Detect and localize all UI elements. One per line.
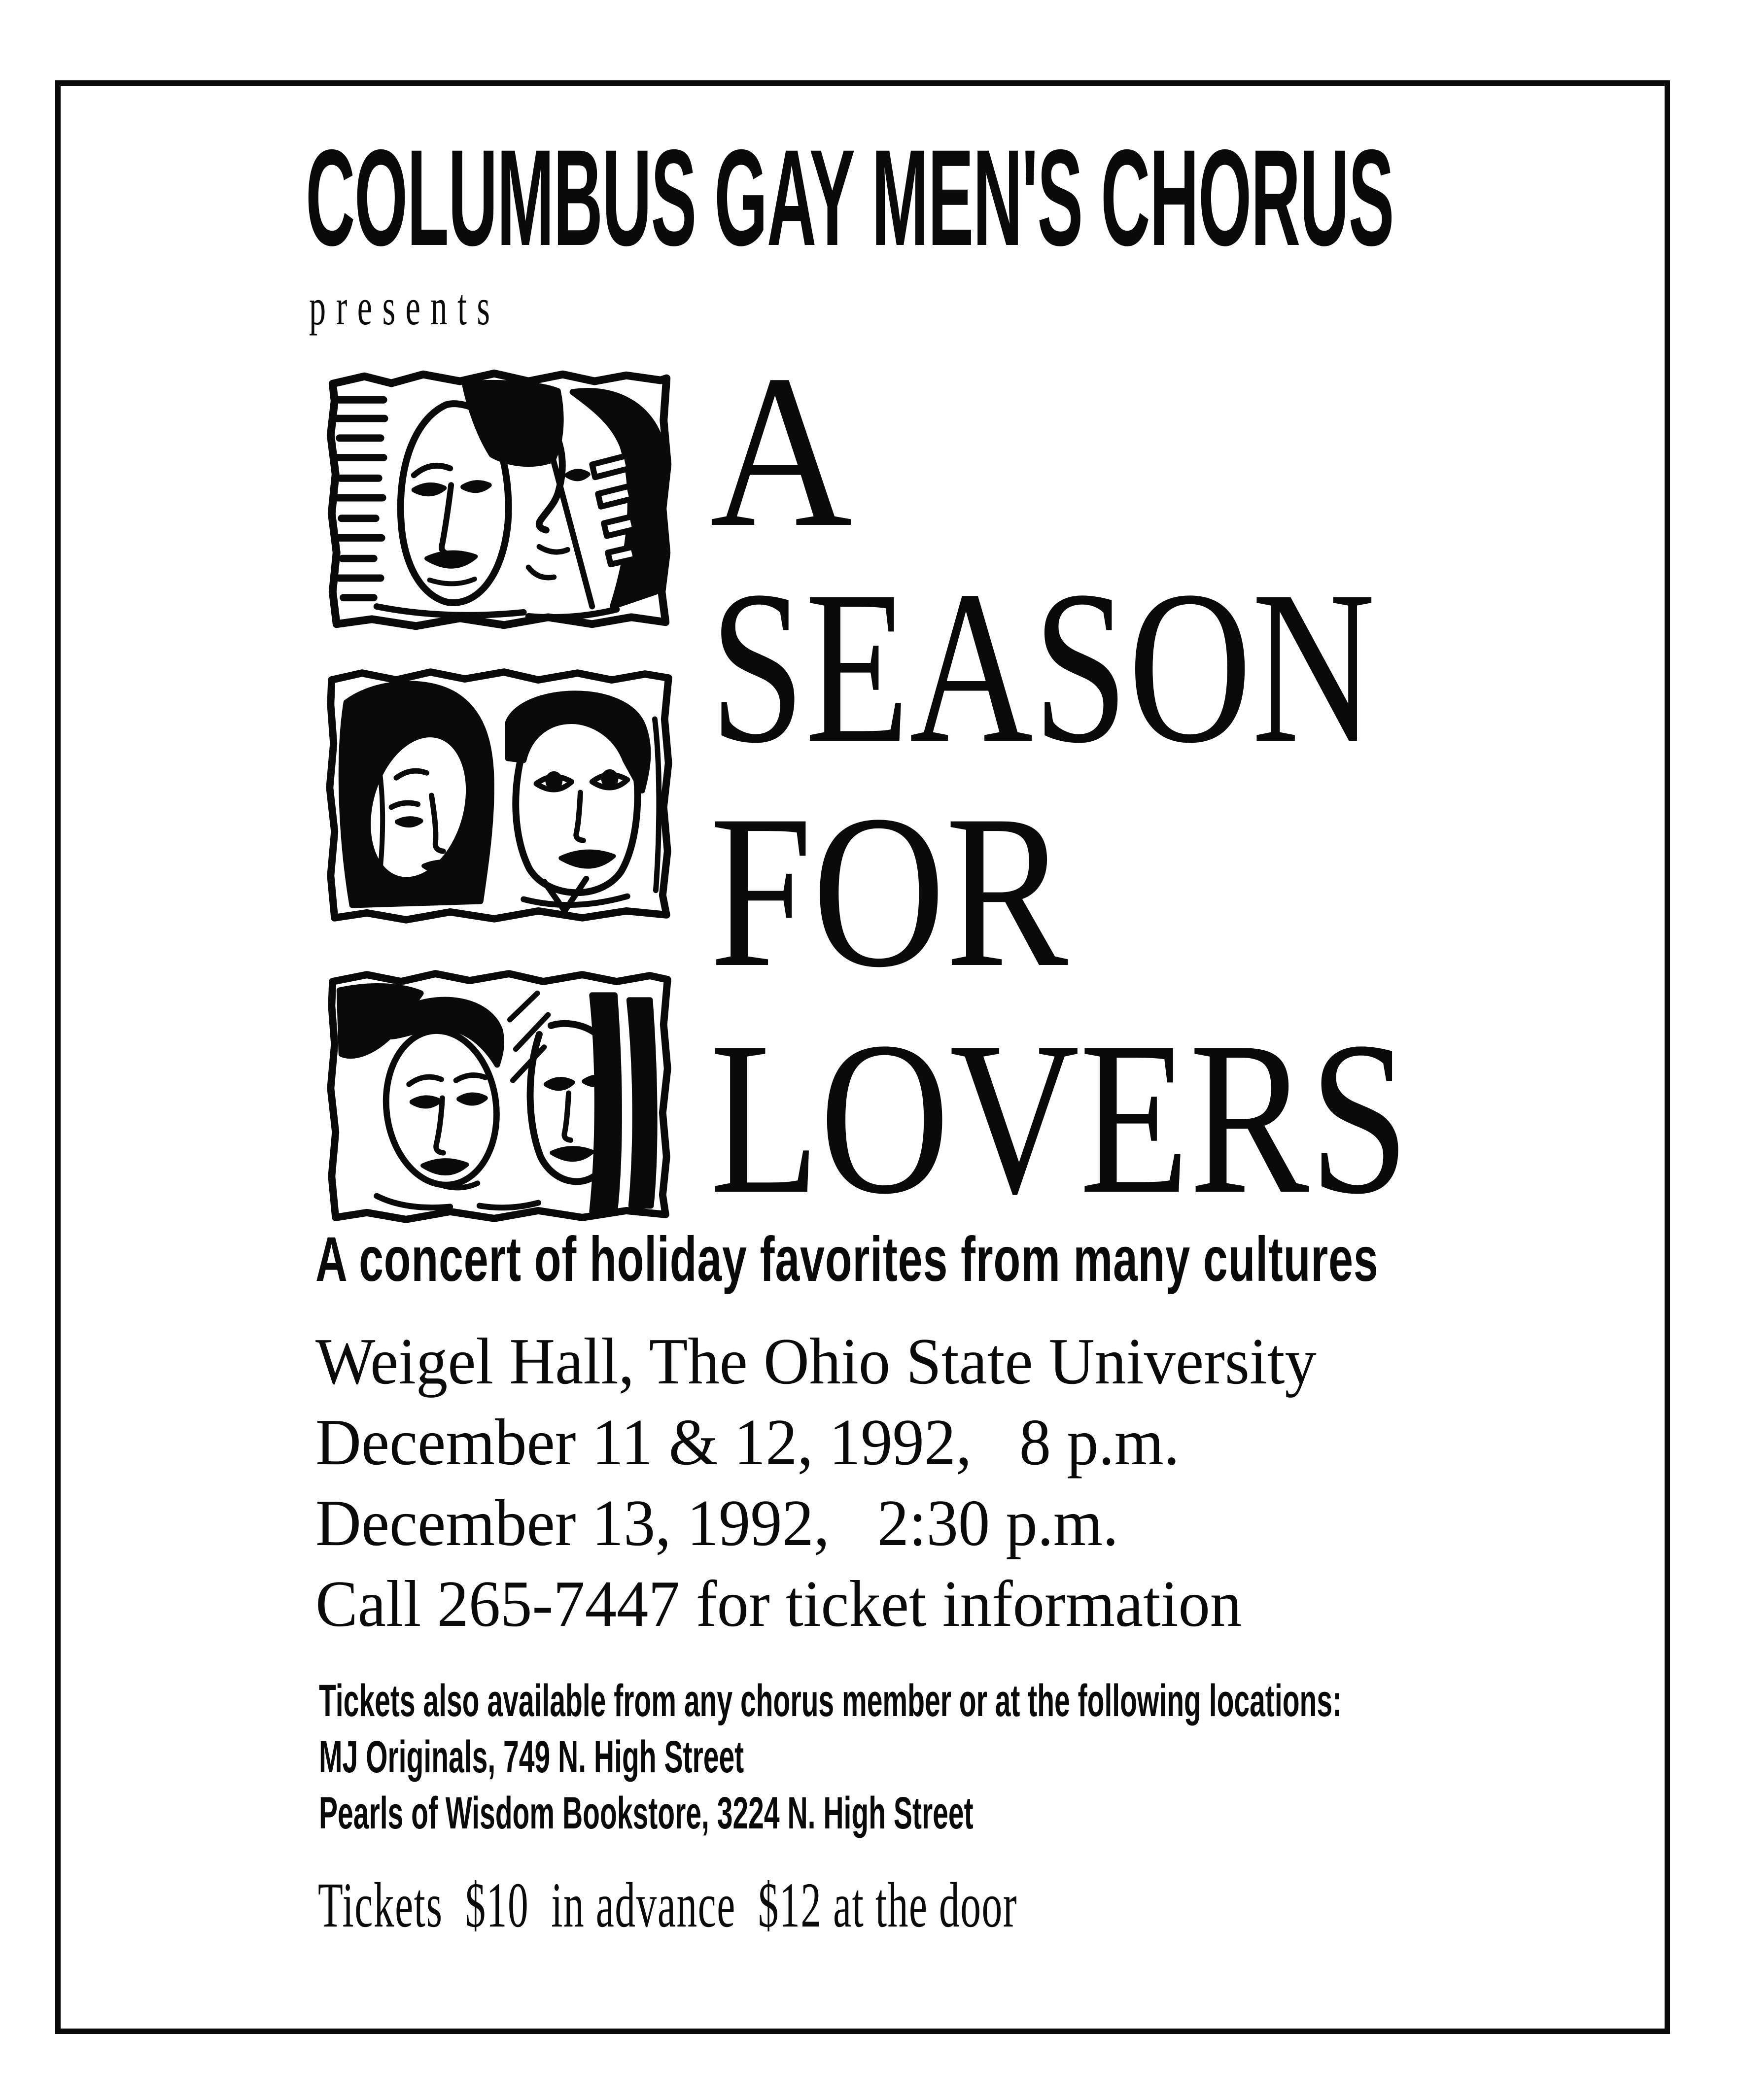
couple-faces-icon (318, 960, 685, 1230)
title-line-a-text: A (710, 330, 853, 573)
venue-line-text: Weigel Hall, The Ohio State University (315, 1325, 1317, 1398)
ticket-pricing (318, 1870, 1411, 1941)
ticket-locations (319, 1673, 1740, 1841)
locations-intro-line (319, 1673, 1740, 1729)
location-line-2-text: Pearls of Wisdom Bookstore, 3224 N. High Street (319, 1788, 974, 1838)
title-line-for-text: FOR (710, 770, 1069, 1013)
couple-faces-icon (318, 361, 685, 637)
date-line-2 (315, 1482, 1358, 1563)
date-line-1-text: December 11 & 12, 1992, 8 p.m. (315, 1406, 1180, 1479)
lovers-sketch-1-illustration (318, 361, 685, 637)
title-line-season (710, 546, 1563, 789)
location-line-1 (319, 1729, 1740, 1785)
title-line-a (710, 330, 868, 573)
ticket-pricing-text: Tickets $10 in advance $12 at the door (318, 1870, 1018, 1941)
tagline (315, 1224, 1740, 1295)
title-line-lovers (710, 997, 1563, 1239)
location-line-2 (319, 1785, 1740, 1841)
organization-title (306, 121, 1740, 274)
presents-label-text: presents (309, 278, 500, 336)
venue-line (315, 1321, 1358, 1402)
couple-faces-icon (318, 659, 685, 930)
event-details (315, 1321, 1358, 1644)
tagline-text: A concert of holiday favorites from many cultures (315, 1224, 1379, 1295)
lovers-sketch-3-illustration (318, 960, 685, 1230)
date-line-2-text: December 13, 1992, 2:30 p.m. (315, 1486, 1119, 1559)
title-line-season-text: SEASON (710, 546, 1376, 789)
phone-line (315, 1563, 1358, 1644)
organization-title-text: COLUMBUS GAY MEN'S CHORUS (306, 121, 1394, 274)
title-line-for (710, 770, 1137, 1013)
location-line-1-text: MJ Originals, 749 N. High Street (319, 1732, 744, 1782)
lovers-sketch-2-illustration (318, 659, 685, 930)
locations-intro-text: Tickets also available from any chorus member or at the following locations: (319, 1676, 1342, 1726)
date-line-1 (315, 1402, 1358, 1482)
title-line-lovers-text: LOVERS (710, 997, 1410, 1239)
phone-line-text: Call 265-7447 for ticket information (315, 1567, 1242, 1640)
presents-label (309, 278, 603, 336)
